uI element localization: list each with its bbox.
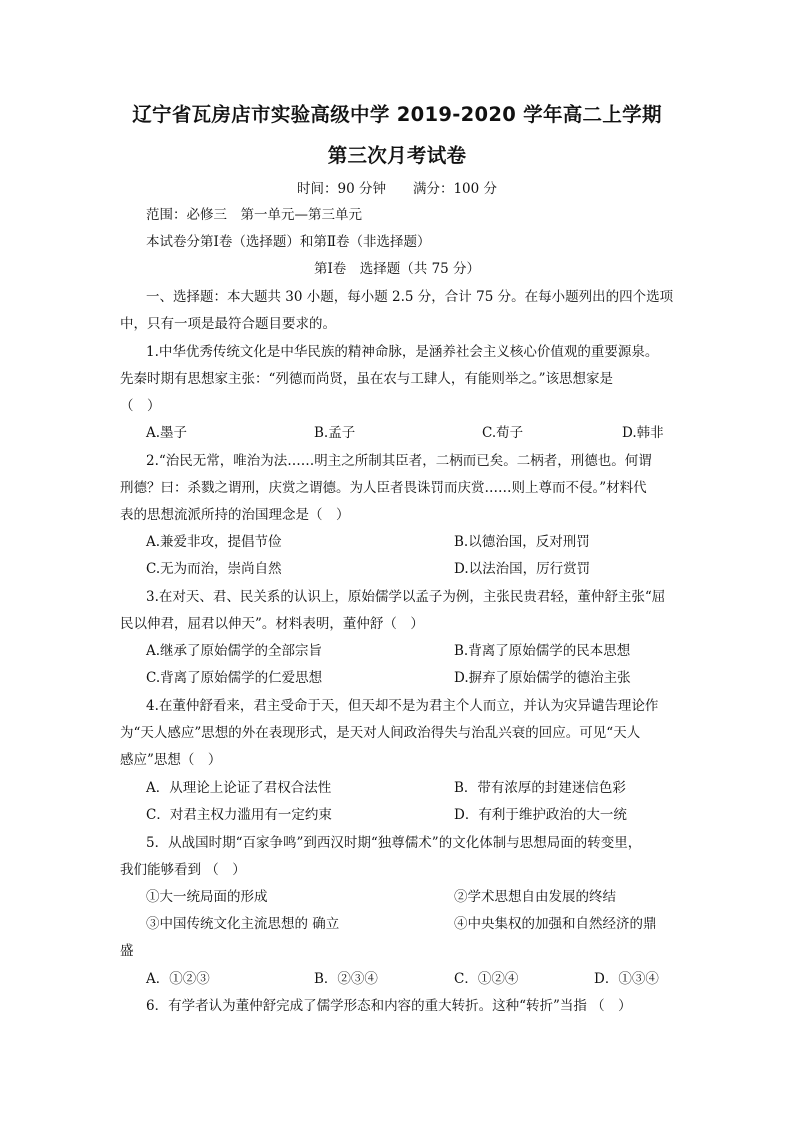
question-2-option-c: C.无为而治，崇尚自然 (146, 561, 282, 577)
question-4-option-c: C．对君主权力滥用有一定约束 (146, 807, 332, 823)
question-3-text: 民以伸君，屈君以伸天”。材料表明，董仲舒（ ） (120, 616, 424, 632)
question-2-text: 2.“治民无常，唯治为法……明主之所制其臣者，二柄而已矣。二柄者，刑德也。何谓 (146, 453, 652, 469)
question-1-option-c: C.荀子 (482, 425, 524, 441)
question-5-text: 我们能够看到 （ ） (120, 862, 246, 878)
instructions-line: 中，只有一项是最符合题目要求的。 (120, 316, 336, 332)
time-score: 时间：90 分钟 满分：100 分 (296, 181, 498, 197)
section-title: 第Ⅰ卷 选择题（共 75 分） (313, 261, 481, 277)
question-4-option-a: A．从理论上论证了君权合法性 (146, 780, 332, 796)
question-4-text: 为“天人感应”思想的外在表现形式，是天对人间政治得失与治乱兴衰的回应。可见“天人 (120, 725, 641, 741)
question-1-text: 先秦时期有思想家主张：“列德而尚贤，虽在农与工肆人，有能则举之。”该思想家是 (120, 371, 614, 387)
question-1-option-b: B.孟子 (314, 425, 356, 441)
question-5-item-tail: 盛 (120, 943, 134, 959)
question-3-option-c: C.背离了原始儒学的仁爱思想 (146, 670, 323, 686)
question-6-text: 6．有学者认为董仲舒完成了儒学形态和内容的重大转折。这种“转折”当指 （ ） (146, 998, 632, 1014)
question-5-item-4: ④中央集权的加强和自然经济的鼎 (454, 916, 657, 932)
question-2-text: 刑德？曰：杀戮之谓刑，庆赏之谓德。为人臣者畏诛罚而庆赏……则上尊而不侵。”材料代 (120, 480, 647, 496)
question-5-option-c: C．①②④ (454, 971, 519, 987)
question-3-option-d: D.摒弃了原始儒学的德治主张 (454, 670, 631, 686)
question-2-option-b: B.以德治国，反对刑罚 (454, 534, 590, 550)
question-1-text: （ ） (120, 398, 161, 414)
question-4-text: 感应”思想（ ） (120, 752, 222, 768)
question-5-item-1: ①大一统局面的形成 (146, 889, 268, 905)
question-4-option-b: B．带有浓厚的封建迷信色彩 (454, 780, 626, 796)
question-2-text: 表的思想流派所持的治国理念是（ ） (120, 507, 350, 523)
question-3-text: 3.在对天、君、民关系的认识上，原始儒学以孟子为例，主张民贵君轻，董仲舒主张“屈 (146, 589, 666, 605)
question-2-option-d: D.以法治国，厉行赏罚 (454, 561, 591, 577)
question-5-item-2: ②学术思想自由发展的终结 (454, 889, 616, 905)
instructions-line: 一、选择题：本大题共 30 小题，每小题 2.5 分，合计 75 分。在每小题列出的四个选项 (146, 289, 674, 305)
question-5-text: 5．从战国时期“百家争鸣”到西汉时期“独尊儒术”的文化体制与思想局面的转变里， (146, 835, 642, 851)
question-5-item-3: ③中国传统文化主流思想的 确立 (146, 916, 340, 932)
question-1-text: 1.中华优秀传统文化是中华民族的精神命脉，是涵养社会主义核心价值观的重要源泉。 (146, 344, 659, 360)
question-1-option-d: D.韩非 (622, 425, 664, 441)
question-5-option-a: A．①②③ (146, 971, 210, 987)
question-3-option-b: B.背离了原始儒学的民本思想 (454, 643, 631, 659)
question-5-option-d: D．①③④ (594, 971, 659, 987)
question-5-option-b: B．②③④ (314, 971, 378, 987)
exam-scope: 范围：必修三 第一单元—第三单元 (146, 207, 362, 223)
exam-title-line1: 辽宁省瓦房店市实验高级中学 2019-2020 学年高二上学期 (132, 103, 662, 126)
exam-title-line2: 第三次月考试卷 (327, 144, 467, 167)
question-2-option-a: A.兼爱非攻，提倡节俭 (146, 534, 282, 550)
question-4-text: 4.在董仲舒看来，君主受命于天，但天却不是为君主个人而立，并认为灾异谴告理论作 (146, 698, 659, 714)
exam-structure: 本试卷分第Ⅰ卷（选择题）和第Ⅱ卷（非选择题） (146, 234, 431, 250)
question-3-option-a: A.继承了原始儒学的全部宗旨 (146, 643, 323, 659)
question-4-option-d: D．有利于维护政治的大一统 (454, 807, 627, 823)
question-1-option-a: A.墨子 (146, 425, 188, 441)
